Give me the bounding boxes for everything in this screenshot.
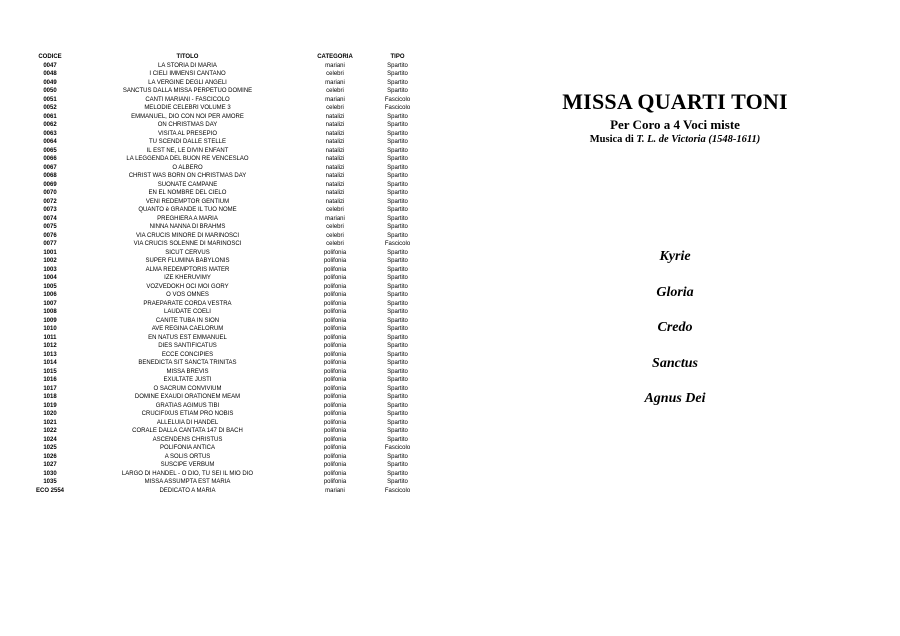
- row-category: mariani: [325, 215, 345, 222]
- row-type: Spartito: [387, 368, 408, 375]
- row-category: polifonia: [323, 343, 347, 349]
- movement-list: [575, 246, 775, 424]
- row-type: Spartito: [387, 470, 408, 477]
- row-category: polifonia: [323, 317, 347, 324]
- row-code: 0064: [43, 139, 57, 145]
- table-row: [20, 172, 420, 181]
- row-category: natalizi: [325, 113, 345, 120]
- row-code: 0065: [43, 147, 57, 154]
- row-type: Spartito: [387, 394, 408, 400]
- row-code: ECO 2554: [35, 487, 65, 494]
- row-title: DIES SANTIFICATUS: [158, 343, 217, 349]
- table-header-row: [20, 53, 420, 62]
- row-code: 0049: [43, 79, 57, 86]
- row-code: 0072: [43, 198, 57, 205]
- table-row: [20, 138, 420, 147]
- composer-name: T. L. de Victoria (1548-1611): [636, 134, 761, 145]
- table-row: [20, 274, 420, 283]
- row-category: polifonia: [323, 470, 347, 477]
- table-row: [20, 385, 420, 394]
- row-category: polifonia: [323, 377, 347, 383]
- table-body: [20, 62, 420, 496]
- table-row: [20, 393, 420, 402]
- row-title: TU SCENDI DALLE STELLE: [148, 139, 227, 145]
- row-type: Fascicolo: [384, 96, 411, 103]
- row-category: polifonia: [323, 445, 347, 451]
- table-row: [20, 342, 420, 351]
- row-type: Spartito: [387, 71, 408, 77]
- table-row: [20, 351, 420, 360]
- row-title: VIA CRUCIS SOLENNE DI MARINOSCI: [133, 241, 242, 247]
- row-title: QUANTO è GRANDE IL TUO NOME: [138, 207, 237, 213]
- row-title: NINNA NANNA DI BRAHMS: [149, 224, 226, 230]
- row-title: ASCENDENS CHRISTUS: [152, 436, 223, 443]
- row-type: Spartito: [387, 411, 408, 417]
- row-type: Spartito: [387, 351, 408, 358]
- row-code: 0068: [43, 173, 57, 179]
- row-category: polifonia: [323, 385, 347, 392]
- row-title: LARGO DI HANDEL - O DIO, TU SEI IL MIO DIO: [121, 470, 254, 477]
- row-title: POLIFONIA ANTICA: [159, 445, 215, 451]
- table-row: [20, 189, 420, 198]
- table-row: [20, 376, 420, 385]
- row-type: Spartito: [387, 156, 408, 162]
- row-title: CHRIST WAS BORN ON CHRISTMAS DAY: [128, 173, 247, 179]
- row-title: ALMA REDEMPTORIS MATER: [145, 266, 230, 273]
- row-category: mariani: [325, 487, 345, 494]
- movement-credo: Credo: [657, 320, 693, 335]
- row-title: EXULTATE JUSTI: [163, 377, 212, 383]
- row-type: Spartito: [387, 334, 408, 341]
- row-type: Spartito: [387, 343, 408, 349]
- row-title: LA STORIA DI MARIA: [158, 62, 217, 69]
- table-row: [20, 300, 420, 309]
- row-category: natalizi: [325, 122, 345, 128]
- row-title: VENI REDEMPTOR GENTIUM: [145, 198, 230, 205]
- row-code: 1017: [43, 385, 57, 392]
- row-title: ON CHRISTMAS DAY: [157, 122, 218, 128]
- row-type: Fascicolo: [384, 445, 411, 451]
- row-type: Fascicolo: [384, 487, 411, 494]
- row-type: Spartito: [387, 79, 408, 86]
- row-category: polifonia: [323, 419, 347, 426]
- row-title: PREGHIERA A MARIA: [157, 215, 218, 222]
- table-row: [20, 334, 420, 343]
- row-title: LA VERGINE DEGLI ANGELI: [148, 79, 227, 86]
- row-code: 1019: [43, 402, 57, 409]
- row-title: SUSCIPE VERBUM: [160, 462, 215, 468]
- table-row: [20, 470, 420, 479]
- row-title: MISSA ASSUMPTA EST MARIA: [144, 479, 231, 485]
- row-title: O ALBERO: [172, 164, 203, 171]
- row-category: polifonia: [323, 334, 347, 341]
- row-category: celebri: [326, 71, 344, 77]
- row-type: Spartito: [387, 419, 408, 426]
- row-type: Spartito: [387, 292, 408, 298]
- row-title: BENEDICTA SIT SANCTA TRINITAS: [138, 360, 237, 366]
- row-type: Spartito: [387, 436, 408, 443]
- row-category: natalizi: [325, 147, 345, 154]
- row-type: Spartito: [387, 283, 408, 290]
- row-title: MELODIE CELEBRI VOLUME 3: [144, 105, 231, 111]
- row-type: Spartito: [387, 164, 408, 171]
- row-category: polifonia: [323, 275, 347, 281]
- row-category: polifonia: [323, 436, 347, 443]
- row-title: EN NATUS EST EMMANUEL: [148, 334, 227, 341]
- row-type: Spartito: [387, 122, 408, 128]
- row-code: 1007: [43, 300, 57, 307]
- row-category: polifonia: [323, 462, 347, 468]
- row-code: 1009: [43, 317, 57, 324]
- row-title: AVE REGINA CAELORUM: [151, 326, 224, 332]
- table-row: [20, 113, 420, 122]
- row-code: 1015: [43, 368, 57, 375]
- row-type: Spartito: [387, 232, 408, 239]
- table-row: [20, 461, 420, 470]
- table-row: [20, 223, 420, 232]
- row-code: 0077: [43, 241, 57, 247]
- row-code: 1024: [43, 436, 57, 443]
- table-row: [20, 206, 420, 215]
- table-row: [20, 436, 420, 445]
- row-title: ALLELUIA DI HANDEL: [156, 419, 219, 426]
- row-title: DEDICATO A MARIA: [159, 487, 216, 494]
- row-title: O VOS OMNES: [166, 292, 209, 298]
- row-category: mariani: [325, 96, 345, 103]
- catalog-table: [20, 53, 420, 495]
- row-type: Spartito: [387, 402, 408, 409]
- row-category: polifonia: [323, 479, 347, 485]
- header-code: CODICE: [38, 54, 62, 60]
- row-code: 0052: [43, 105, 57, 111]
- table-row: [20, 104, 420, 113]
- row-category: polifonia: [323, 453, 347, 460]
- row-code: 1010: [43, 326, 57, 332]
- table-row: [20, 283, 420, 292]
- table-row: [20, 62, 420, 71]
- row-title: DOMINE EXAUDI ORATIONEM MEAM: [134, 394, 241, 400]
- row-type: Spartito: [387, 428, 408, 434]
- row-code: 1018: [43, 394, 57, 400]
- row-type: Spartito: [387, 479, 408, 485]
- row-code: 0069: [43, 181, 57, 188]
- row-title: A SOLIS ORTUS: [164, 453, 211, 460]
- row-title: SANCTUS DALLA MISSA PERPETUO DOMINE: [122, 88, 253, 94]
- row-code: 0067: [43, 164, 57, 171]
- row-type: Spartito: [387, 173, 408, 179]
- row-category: celebri: [326, 224, 344, 230]
- row-code: 1006: [43, 292, 57, 298]
- row-code: 1003: [43, 266, 57, 273]
- table-row: [20, 359, 420, 368]
- row-category: polifonia: [323, 283, 347, 290]
- row-code: 1008: [43, 309, 57, 315]
- row-code: 1021: [43, 419, 57, 426]
- row-type: Spartito: [387, 113, 408, 120]
- row-type: Spartito: [387, 377, 408, 383]
- row-category: natalizi: [325, 156, 345, 162]
- table-row: [20, 70, 420, 79]
- table-row: [20, 368, 420, 377]
- subtitle: Per Coro a 4 Voci miste: [610, 117, 740, 132]
- page-title: MISSA QUARTI TONI: [562, 89, 788, 114]
- table-row: [20, 249, 420, 258]
- row-code: 0076: [43, 232, 57, 239]
- row-code: 1005: [43, 283, 57, 290]
- row-category: natalizi: [325, 190, 345, 196]
- table-row: [20, 427, 420, 436]
- row-type: Spartito: [387, 215, 408, 222]
- row-code: 0063: [43, 130, 57, 137]
- row-code: 1012: [43, 343, 57, 349]
- row-type: Spartito: [387, 198, 408, 205]
- row-category: polifonia: [323, 368, 347, 375]
- row-type: Fascicolo: [384, 105, 411, 111]
- row-type: Spartito: [387, 266, 408, 273]
- table-row: [20, 291, 420, 300]
- row-title: GRATIAS AGIMUS TIBI: [155, 402, 220, 409]
- row-category: polifonia: [323, 394, 347, 400]
- row-code: 0062: [43, 122, 57, 128]
- row-category: natalizi: [325, 139, 345, 145]
- row-title: LA LEGGENDA DEL BUON RE VENCESLAO: [126, 156, 249, 162]
- row-category: polifonia: [323, 292, 347, 298]
- row-type: Spartito: [387, 190, 408, 196]
- row-category: celebri: [326, 105, 344, 111]
- row-type: Spartito: [387, 300, 408, 307]
- row-category: polifonia: [323, 309, 347, 315]
- header-type: TIPO: [390, 54, 405, 60]
- row-type: Spartito: [387, 275, 408, 281]
- row-code: 1022: [43, 428, 57, 434]
- row-category: polifonia: [323, 360, 347, 366]
- row-type: Spartito: [387, 360, 408, 366]
- row-category: mariani: [325, 79, 345, 86]
- cover-heading: [500, 88, 850, 147]
- row-code: 1001: [43, 249, 57, 256]
- composer-line: [500, 133, 850, 147]
- row-category: polifonia: [323, 249, 347, 256]
- row-category: polifonia: [323, 326, 347, 332]
- row-category: polifonia: [323, 266, 347, 273]
- table-row: [20, 215, 420, 224]
- row-category: natalizi: [325, 198, 345, 205]
- table-row: [20, 147, 420, 156]
- row-type: Spartito: [387, 88, 408, 94]
- row-type: Fascicolo: [384, 241, 411, 247]
- row-category: natalizi: [325, 173, 345, 179]
- table-row: [20, 198, 420, 207]
- row-type: Spartito: [387, 317, 408, 324]
- table-row: [20, 478, 420, 487]
- row-title: MISSA BREVIS: [166, 368, 209, 375]
- row-category: natalizi: [325, 181, 345, 188]
- row-title: O SACRUM CONVIVIUM: [153, 385, 222, 392]
- row-category: mariani: [325, 62, 345, 69]
- table-row: [20, 164, 420, 173]
- row-category: celebri: [326, 241, 344, 247]
- movement-agnus-dei: Agnus Dei: [644, 391, 706, 406]
- table-row: [20, 181, 420, 190]
- row-code: 0048: [43, 71, 57, 77]
- row-code: 1030: [43, 470, 57, 477]
- table-row: [20, 325, 420, 334]
- row-title: SUONATE CAMPANE: [157, 181, 218, 188]
- composer-prefix: Musica di: [589, 134, 637, 145]
- row-code: 0070: [43, 190, 57, 196]
- row-code: 1020: [43, 411, 57, 417]
- row-title: LAUDATE COELI: [164, 309, 211, 315]
- table-row: [20, 87, 420, 96]
- row-type: Spartito: [387, 462, 408, 468]
- row-type: Spartito: [387, 224, 408, 230]
- row-category: polifonia: [323, 258, 347, 264]
- row-code: 1011: [43, 334, 57, 341]
- row-code: 0050: [43, 88, 57, 94]
- table-row: [20, 266, 420, 275]
- table-row: [20, 232, 420, 241]
- row-type: Spartito: [387, 62, 408, 69]
- row-code: 1026: [43, 453, 57, 460]
- row-title: VOZVEDOKH OCI MOI GORY: [146, 283, 229, 290]
- row-type: Spartito: [387, 181, 408, 188]
- table-row: [20, 487, 420, 496]
- row-code: 0066: [43, 156, 57, 162]
- row-code: 1025: [43, 445, 57, 451]
- row-title: IZE KHERUVIMY: [164, 275, 211, 281]
- table-row: [20, 402, 420, 411]
- row-category: polifonia: [323, 411, 347, 417]
- table-row: [20, 240, 420, 249]
- row-title: I CIELI IMMENSI CANTANO: [149, 71, 226, 77]
- row-title: EN EL NOMBRE DEL CIELO: [148, 190, 227, 196]
- row-title: VISITA AL PRESEPIO: [157, 130, 218, 137]
- row-type: Spartito: [387, 309, 408, 315]
- row-code: 1027: [43, 462, 57, 468]
- row-code: 1004: [43, 275, 57, 281]
- table-row: [20, 130, 420, 139]
- movement-gloria: Gloria: [656, 284, 694, 300]
- row-type: Spartito: [387, 249, 408, 256]
- row-code: 0074: [43, 215, 57, 222]
- row-title: CORALE DALLA CANTATA 147 DI BACH: [132, 428, 243, 434]
- table-row: [20, 155, 420, 164]
- row-code: 1002: [43, 258, 57, 264]
- row-code: 0051: [43, 96, 57, 103]
- row-type: Spartito: [387, 139, 408, 145]
- row-title: SICUT CERVUS: [165, 249, 210, 256]
- row-title: ECCE CONCIPIES: [161, 351, 214, 358]
- table-row: [20, 121, 420, 130]
- row-type: Spartito: [387, 147, 408, 154]
- table-row: [20, 257, 420, 266]
- header-category: CATEGORIA: [317, 54, 353, 60]
- table-row: [20, 96, 420, 105]
- row-type: Spartito: [387, 258, 408, 264]
- movement-sanctus: Sanctus: [652, 355, 698, 371]
- table-row: [20, 453, 420, 462]
- table-row: [20, 410, 420, 419]
- row-category: polifonia: [323, 402, 347, 409]
- row-type: Spartito: [387, 385, 408, 392]
- row-category: celebri: [326, 88, 344, 94]
- row-type: Spartito: [387, 326, 408, 332]
- row-category: natalizi: [325, 130, 345, 137]
- row-category: celebri: [326, 232, 344, 239]
- row-title: PRAEPARATE CORDA VESTRA: [143, 300, 232, 307]
- row-code: 0073: [43, 207, 57, 213]
- header-title: TITOLO: [176, 54, 199, 60]
- row-code: 1013: [43, 351, 57, 358]
- row-code: 0075: [43, 224, 57, 230]
- table-row: [20, 419, 420, 428]
- row-title: SUPER FLUMINA BABYLONIS: [145, 258, 230, 264]
- table-row: [20, 317, 420, 326]
- row-category: celebri: [326, 207, 344, 213]
- row-code: 0047: [43, 62, 57, 69]
- table-row: [20, 444, 420, 453]
- row-type: Spartito: [387, 453, 408, 460]
- row-title: CRUCIFIXUS ETIAM PRO NOBIS: [141, 411, 234, 417]
- row-type: Spartito: [387, 130, 408, 137]
- row-code: 1016: [43, 377, 57, 383]
- row-code: 1014: [43, 360, 57, 366]
- table-row: [20, 308, 420, 317]
- row-category: polifonia: [323, 428, 347, 434]
- table-row: [20, 79, 420, 88]
- row-code: 0061: [43, 113, 57, 120]
- row-type: Spartito: [387, 207, 408, 213]
- row-category: natalizi: [325, 164, 345, 171]
- row-title: EMMANUEL, DIO CON NOI PER AMORE: [131, 113, 244, 120]
- row-title: CANITE TUBA IN SION: [155, 317, 220, 324]
- movement-kyrie: Kyrie: [659, 249, 691, 264]
- row-title: IL EST NE, LE DIVIN ENFANT: [146, 147, 229, 154]
- row-title: VIA CRUCIS MINORE DI MARINOSCI: [135, 232, 239, 239]
- row-category: polifonia: [323, 351, 347, 358]
- row-code: 1035: [43, 479, 57, 485]
- row-category: polifonia: [323, 300, 347, 307]
- row-title: CANTI MARIANI - FASCICOLO: [145, 96, 230, 103]
